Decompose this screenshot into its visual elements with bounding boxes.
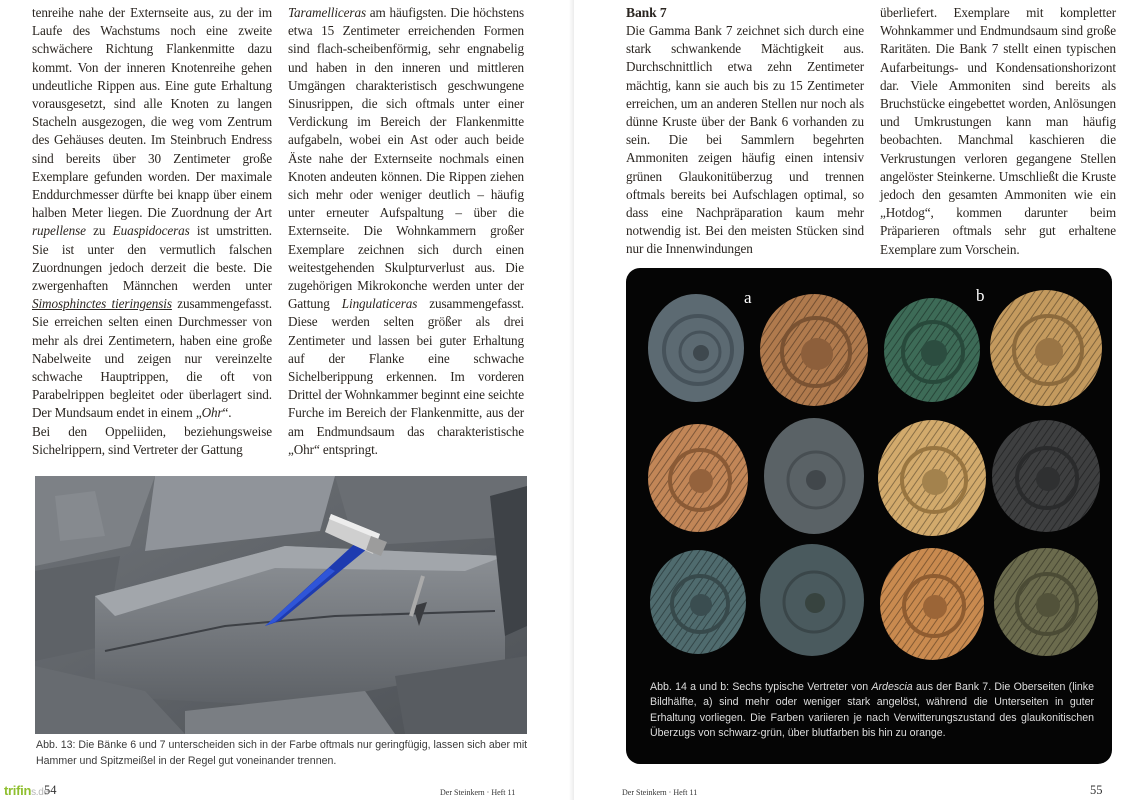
ammonite-b3-icon xyxy=(878,420,986,536)
ammonite-a5-icon xyxy=(650,550,746,654)
ammonite-a6-icon xyxy=(760,544,864,656)
figure-13-caption: Abb. 13: Die Bänke 6 und 7 unterscheiden sich in der Farbe oftmals nur geringfügig, lassen sich aber mit Hammer und Spitzmeißel in der Regel gut voneinander trennen. xyxy=(36,739,528,767)
panel-label-b: b xyxy=(976,286,985,305)
left-column-1 xyxy=(32,4,272,459)
paragraph: Taramelliceras am häufigsten. Die höchstens etwa 15 Zentimeter erreichenden Formen sind flach-scheibenförmig, sehr engnabelig und haben in den inneren und mittleren Umgängen charakteristisch geschwungene Sinusrippen, die sich oftmals unter einer Verdickung im Bereich der Flankenmitte aufgabeln, wobei ein Ast oder auch beide Äste nahe der Externseite nochmals einen Knoten andeuten können. Die Rippen ziehen sich mehr oder weniger deutlich – häufig unter erneuter Aufspaltung – über die Externseite. Die Wohnkammern großer Exemplare zeichnen sich durch einen weitestgehenden Skulpturverlust aus. Die zugehörigen Mikrokonche werden unter der Gattung Lingulaticeras zusammengefasst. Diese werden selten größer als drei Zentimeter und lassen bei guter Erhaltung auf der Flanke eine schwache Sichelberippung erkennen. Im vorderen Drittel der Wohnkammer beginnt eine seichte Furche im Bereich der Flankenmitte, aus der am Endmundsaum das charakteristische „Ohr“ entspringt. xyxy=(288,5,524,457)
quarry-photo xyxy=(35,476,527,734)
ammonite-b4-icon xyxy=(992,420,1100,532)
italic-taxon: Lingulaticeras xyxy=(341,296,418,312)
trifinis-watermark-logo: trifins.de xyxy=(4,783,49,798)
italic-taxon: Taramelliceras xyxy=(288,5,366,20)
ammonite-a2-icon xyxy=(760,294,868,406)
ammonite-fossils-illustration xyxy=(626,268,1112,678)
right-column-2 xyxy=(880,4,1116,259)
paragraph: Bei den Oppeliiden, beziehungsweise Sichelrippern, sind Vertreter der Gattung xyxy=(32,423,272,457)
rock-and-hammer-illustration xyxy=(35,476,527,734)
left-footer: Der Steinkern · Heft 11 xyxy=(440,788,516,797)
right-column-1 xyxy=(626,5,864,259)
figure-14-caption: Abb. 14 a und b: Sechs typische Vertreter von Ardescia aus der Bank 7. Die Oberseiten (linke Bildhälfte, a) sind mehr oder weniger stark angelöst, während die Unterseiten in guter Erhaltung vorliegen. Die Farben variieren je nach Verwitterungszustand des glaukonitischen Überzugs von schwarz-grün, über blutfarben bis hin zu orange. xyxy=(650,681,1094,740)
paragraph: überliefert. Exemplare mit kompletter Wohnkammer und Endmundsaum sind große Raritäten. Die Bank 7 stellt einen typischen Aufarbeitungs- und Kondensationshorizont dar. Viele Ammoniten sind bereits als Bruchstücke eingebettet worden, Anlösungen und Umkrustungen kann man häufig beobachten. Manchmal kaschieren die Verkrustungen verloren gegangene Stellen angelöster Steinkerne. Umschließt die Kruste jedoch den gesamten Ammoniten wie ein „Hotdog“, kommen darunter beim Präparieren oftmals sehr gut erhaltene Exemplare zum Vorschein. xyxy=(880,5,1116,257)
ammonite-a3-icon xyxy=(648,424,748,532)
left-column-2 xyxy=(288,4,524,459)
ammonite-a1-icon xyxy=(648,294,744,402)
ammonite-a4-icon xyxy=(764,418,864,534)
ammonite-b6-icon xyxy=(994,548,1098,656)
paragraph: tenreihe nahe der Externseite aus, zu der im Laufe des Wachstums noch eine zweite schwächere Richtung Flankenmitte dazu kommt. Von der inneren Knotenreihe gehen undeutliche Rippen aus. Eine gute Erhaltung vorausgesetzt, sind alle Knoten zu langen Stacheln ausgezogen, die weg vom Zentrum des Gehäuses deuten. Im Steinbruch Endress sind bereits über 30 Zentimeter große Exemplare gefunden worden. Der maximale Enddurchmesser dürfte bei knapp über einem halben Meter liegen. Die Zuordnung der Art rupellense zu Euaspidoceras ist umstritten. Sie ist unter den vermutlich falschen Zuordnungen jedoch derzeit die beste. Die zwergenhaften Männchen werden unter Simosphinctes tieringensis zusammengefasst. Sie erreichen selten einen Durchmesser von mehr als drei Zentimetern, haben eine große Nabelweite und zeigen nur vereinzelte schwache Hauptrippen, die oft von Parabelrippen begleitet oder überlagert sind. Der Mundsaum endet in einem „Ohr“. xyxy=(32,5,272,421)
left-page-number: 54 xyxy=(44,783,57,797)
italic-taxon: Ardescia xyxy=(871,681,913,693)
panel-label-a: a xyxy=(744,288,752,307)
italic-term: Ohr xyxy=(201,405,223,421)
ammonite-b1-icon xyxy=(884,298,980,402)
ammonite-photo-panel xyxy=(626,268,1112,764)
right-page-number: 55 xyxy=(1090,783,1103,797)
right-footer: Der Steinkern · Heft 11 xyxy=(622,788,698,797)
ammonite-b5-icon xyxy=(880,548,984,660)
ammonite-b2-icon xyxy=(990,290,1102,406)
paragraph: Die Gamma Bank 7 zeichnet sich durch eine stark schwankende Mächtigkeit aus. Durchschnittlich etwa zehn Zentimeter mächtig, kann sie auch bis zu 15 Zentimeter erreichen, um an anderen Stellen nur noch als dünne Kruste über der Bank 6 vorhanden zu sein. Die bei Sammlern begehrten Ammoniten zeigen häufig einen intensiv grünen Glaukonitüberzug und trennen oftmals bereits bei Aufschlagen optimal, so dass eine Nachpräparation kaum mehr notwendig ist. Bei den meisten Stücken sind nur die Innenwindungen xyxy=(626,23,864,257)
italic-taxon: Simosphinctes tieringensis xyxy=(32,296,172,312)
section-heading: Bank 7 xyxy=(626,5,667,20)
italic-taxon: Euaspidoceras xyxy=(112,223,190,239)
italic-taxon: rupellense xyxy=(32,223,86,239)
